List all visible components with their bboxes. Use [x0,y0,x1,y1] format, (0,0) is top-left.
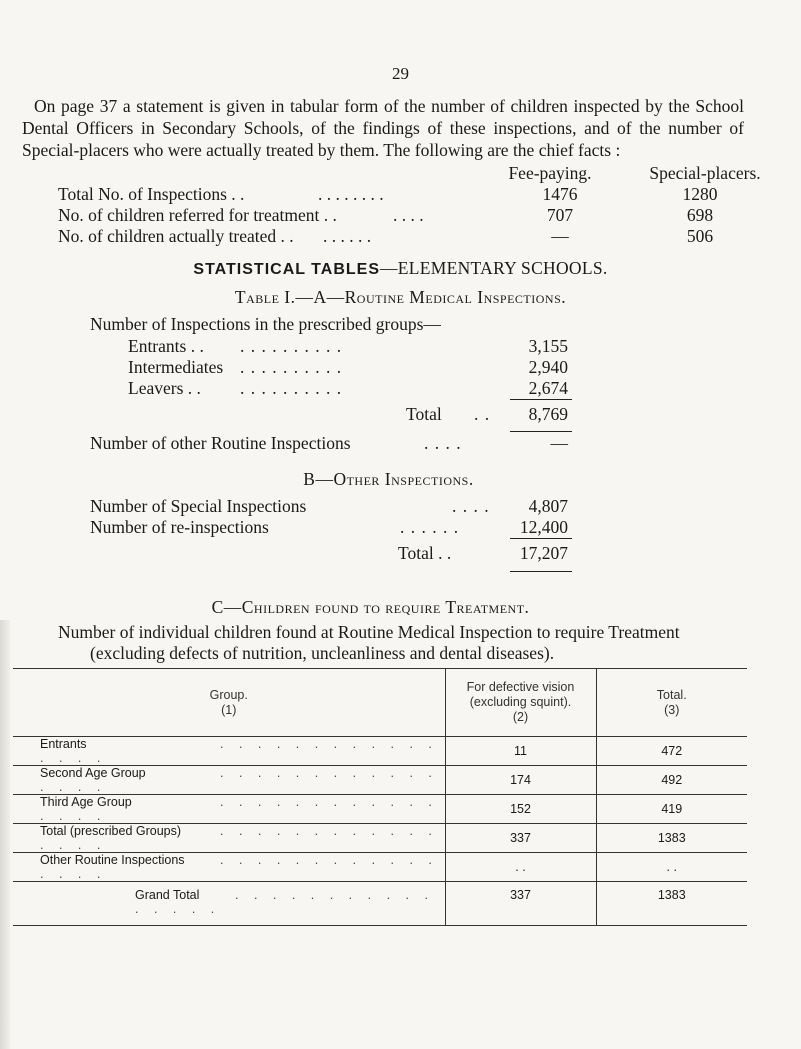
prescribed-value: 2,940 [528,357,568,377]
section-c-text: (excluding defects of nutrition, uncleanliness and dental diseases). [90,643,555,663]
intro-paragraph [22,95,744,161]
facts-row-special: 506 [686,226,714,246]
prescribed-intro: Number of Inspections in the prescribed groups— [90,314,441,334]
other-inspection-label: Number of re-inspections [90,517,269,537]
facts-row-special: 698 [686,205,714,225]
facts-row-special: 1280 [682,184,718,204]
section-b-heading: B—Other Inspections. [303,469,474,489]
row-total: 419 [596,795,747,824]
facts-row [58,184,748,205]
row-group-label: Third Age Group [40,795,132,809]
header-group [13,669,445,737]
facts-row-label: No. of children actually treated . . [58,226,294,246]
table-header-row [13,669,747,737]
other-routine-value: — [550,433,568,453]
row-group-label: Total (prescribed Groups) [40,824,182,838]
table-row [13,737,747,766]
prescribed-dots: . . . . . . . . . . [240,336,343,356]
header-group-number: (1) [221,702,237,717]
other-routine-dots: . . . . [424,433,462,453]
grand-total-total: 1383 [596,882,747,926]
other-inspection-dots: . . . . [452,496,490,516]
header-vision-number: (2) [512,710,529,724]
intro-text: On page 37 a statement is given in tabular form of the number of children inspected by the School Dental Officers in Secondary Schools, of the findings of these inspections, and of the number of Special-placers who were actually treated by them. The following are the chief facts : [22,96,744,160]
total-label: Total [406,404,442,424]
facts-row-dots: . . . . [393,205,424,225]
table-row [13,766,747,795]
grand-total-dot-leader: . . . . . . . . . . . . . . . . [135,888,434,916]
facts-table [58,163,761,247]
facts-row-label: Total No. of Inspections . . [58,184,245,204]
grand-total-vision: 337 [445,882,596,926]
total-value: 8,769 [528,404,568,424]
prescribed-value: 3,155 [528,336,568,356]
table-row [13,824,747,853]
facts-row-fee: 1476 [542,184,578,204]
facts-row-fee: 707 [546,205,574,225]
other-inspection-label: Number of Special Inspections [90,496,307,516]
row-vision: 152 [445,795,596,824]
sum-rule [510,571,572,572]
row-dot-leader: . . . . . . . . . . . . . . . . [40,824,438,852]
title-bold: STATISTICAL TABLES [193,261,380,278]
row-group [13,853,445,882]
row-vision: 11 [445,737,596,766]
row-total: . . [596,853,747,882]
facts-header [58,163,761,184]
header-vision-title: For defective vision [466,680,575,694]
row-total: 472 [596,737,747,766]
prescribed-label: Leavers . . [128,378,201,398]
page-margin-shadow [0,620,10,1049]
row-dot-leader: . . . . . . . . . . . . . . . . [40,853,438,881]
row-total: 492 [596,766,747,795]
section-c-heading: C—Children found to require Treatment. [211,597,530,617]
row-group [13,737,445,766]
sum-rule [510,399,572,400]
special-placers-header: Special-placers. [649,163,761,183]
row-group-label: Entrants [40,737,87,751]
grand-total-group [13,882,445,926]
header-total-title: Total. [656,687,687,702]
row-vision: 174 [445,766,596,795]
table-row [13,853,747,882]
row-group-label: Second Age Group [40,766,146,780]
treatment-table [13,668,747,926]
row-total: 1383 [596,824,747,853]
sum-rule [510,431,572,432]
row-group-label: Other Routine Inspections [40,853,185,867]
facts-row-dots: . . . . . . . . [318,184,384,204]
header-total [596,669,747,737]
row-dot-leader: . . . . . . . . . . . . . . . . [40,737,438,765]
total-dots: . . [474,404,491,424]
facts-row [58,226,748,247]
other-routine-label: Number of other Routine Inspections [90,433,351,453]
facts-row-dots: . . . . . . [323,226,372,246]
b-total-value: 17,207 [519,543,568,563]
facts-row [58,205,748,226]
table1-heading: Table I.—A—Routine Medical Inspections. [234,287,567,307]
row-group [13,795,445,824]
other-inspection-dots: . . . . . . [400,517,460,537]
prescribed-dots: . . . . . . . . . . [240,357,343,377]
row-group [13,824,445,853]
header-total-number: (3) [664,702,680,717]
grand-total-label: Grand Total [135,888,200,902]
table-row [13,795,747,824]
page-number: 29 [392,64,409,83]
section-title [0,258,801,279]
header-vision-subtitle: (excluding squint). [469,695,572,709]
fee-paying-header: Fee-paying. [508,163,592,183]
grand-total-row [13,882,747,926]
row-vision: . . [445,853,596,882]
header-vision [445,669,596,737]
row-dot-leader: . . . . . . . . . . . . . . . . [40,795,438,823]
row-dot-leader: . . . . . . . . . . . . . . . . [40,766,438,794]
other-inspection-value: 4,807 [528,496,568,516]
facts-row-fee: — [551,226,569,246]
row-vision: 337 [445,824,596,853]
facts-row-label: No. of children referred for treatment . . [58,205,337,225]
other-inspection-value: 12,400 [519,517,568,537]
sum-rule [510,538,572,539]
section-c-text: Number of individual children found at Routine Medical Inspection to require Treatment [58,622,680,642]
b-total-label: Total . . [398,543,452,563]
prescribed-label: Entrants . . [128,336,204,356]
prescribed-label: Intermediates [128,357,224,377]
header-group-title: Group. [209,687,248,702]
title-rest: —ELEMENTARY SCHOOLS. [380,258,608,278]
row-group [13,766,445,795]
prescribed-value: 2,674 [528,378,568,398]
prescribed-dots: . . . . . . . . . . [240,378,343,398]
